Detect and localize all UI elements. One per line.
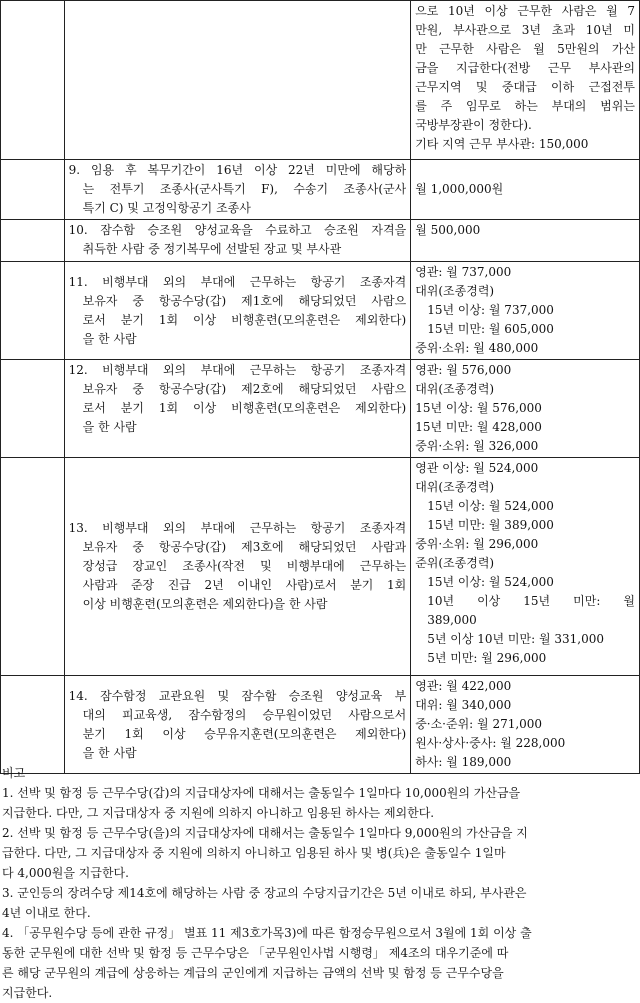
item-line: 10. 잠수함 승조원 양성교육을 수료하고 승조원 자격을 [68,223,407,237]
item-line: 대의 피교육생, 잠수함정의 승무원이었던 사람으로서 [82,707,407,722]
value-line: 15년 이상: 월 737,000 [427,303,554,317]
item-line: 을 한 사람 [82,331,137,346]
item-line: 12. 비행부대 외의 부대에 근무하는 항공기 조종자격 [68,363,407,377]
value-line: 준위(조종경력) [415,556,495,570]
note-line: 른 해당 군무원의 계급에 상응하는 계급의 군인에게 지급하는 금액의 선박 및 함정 등 근무수당을 [2,966,504,980]
value-line: 영관: 월 576,000 [415,363,512,377]
value-line: 만원, 부사관으로 3년 초과 10년 미 [415,23,635,37]
blank-cell [1,160,65,220]
note-line: 지급한다. 다만, 그 지급대상자 중 지원에 의하지 아니하고 임용된 하사는 제외한다. [2,806,435,820]
value-line: 15년 이상: 월 524,000 [427,575,554,589]
table-row [1,160,640,220]
value-line: 5년 이상 10년 미만: 월 331,000 [427,632,604,646]
item-cell [64,676,411,774]
item-line: 로서 분기 1회 이상 비행훈련(모의훈련은 제외한다) [82,401,407,415]
value-line: 대위(조종경력) [415,480,495,494]
item-line: 11. 비행부대 외의 부대에 근무하는 항공기 조종자격 [68,274,407,289]
value-line: 를 주 임무로 하는 부대의 범위는 [415,99,635,113]
item-line: 보유자 중 항공수당(갑) 제2호에 해당되었던 사람으 [82,382,407,396]
value-line: 기타 지역 근무 부사관: 150,000 [415,137,589,151]
notes-heading: 비고 [2,766,26,780]
value-line: 대위(조종경력) [415,382,495,396]
value-line: 15년 미만: 월 605,000 [427,322,554,336]
item-cell [64,458,411,676]
note-line: 지급한다. [2,986,53,1000]
notes-section [2,763,638,1003]
value-cell [411,458,640,676]
note-line: 급한다. 다만, 그 지급대상자 중 지원에 의하지 아니하고 임용된 하사 및 병(兵)은 출동일수 1일마 [2,846,506,860]
value-line: 금을 지급한다(전방 근무 부사관의 [415,61,635,75]
value-line: 월 1,000,000원 [415,182,504,196]
value-line: 중위·소위: 월 480,000 [415,341,539,355]
value-line: 으로 10년 이상 근무한 사람은 월 7 [415,4,635,18]
value-cell [411,360,640,458]
blank-cell [1,360,65,458]
value-line: 국방부장관이 정한다). [415,118,532,132]
value-line: 389,000 [427,613,477,627]
note-line: 동한 군무원에 대한 선박 및 함정 등 근무수당은 「군무원인사법 시행령」 제4조의 대우기준에 따 [2,946,509,960]
item-line: 사람과 준장 진급 2년 이내인 사람)로서 분기 1회 [82,578,407,592]
note-line: 3. 군인등의 장려수당 제14호에 해당하는 사람 중 장교의 수당지급기간은 5년 이내로 하되, 부사관은 [2,886,527,900]
item-line: 보유자 중 항공수당(갑) 제1호에 해당되었던 사람으 [82,293,407,308]
item-line: 을 한 사람 [82,420,137,434]
note-line: 1. 선박 및 함정 등 근무수당(갑)의 지급대상자에 대해서는 출동일수 1일마다 10,000원의 가산금을 [2,786,521,800]
value-line: 중·소·준위: 월 271,000 [415,717,543,731]
table-row [1,1,640,160]
table-row [1,220,640,262]
item-line: 9. 임용 후 복무기간이 16년 이상 22년 미만에 해당하 [68,163,407,177]
item-line: 분기 1회 이상 승무유지훈련(모의훈련은 제외한다) [82,726,407,741]
blank-cell [1,676,65,774]
value-line: 만 근무한 사람은 월 5만원의 가산 [415,42,635,56]
table-row [1,458,640,676]
value-line: 5년 미만: 월 296,000 [427,651,547,665]
value-line: 원사·상사·중사: 월 228,000 [415,736,566,750]
value-cell [411,1,640,160]
item-line: 로서 분기 1회 이상 비행훈련(모의훈련은 제외한다) [82,312,407,327]
value-line: 15년 이상: 월 576,000 [415,401,542,415]
item-line: 특기 C) 및 고정익항공기 조종사 [82,201,251,215]
item-cell [64,220,411,262]
note-line: 2. 선박 및 함정 등 근무수당(을)의 지급대상자에 대해서는 출동일수 1일마다 9,000원의 가산금을 지 [2,826,528,840]
table-row [1,262,640,360]
item-line: 장성급 장교인 조종사(작전 및 비행부대에 근무하는 [82,559,407,573]
note-line: 4. 「공무원수당 등에 관한 규정」 별표 11 제3호가목3)에 따른 함정승무원으로서 3월에 1회 이상 출 [2,926,532,940]
value-line: 대위(조종경력) [415,284,495,298]
value-line: 영관 이상: 월 524,000 [415,461,539,475]
value-line: 영관: 월 737,000 [415,265,512,279]
value-line: 대위: 월 340,000 [415,698,512,712]
value-cell [411,262,640,360]
item-line: 을 한 사람 [82,745,137,760]
table-row [1,676,640,774]
value-line: 15년 미만: 월 428,000 [415,420,542,434]
note-line: 4년 이내로 한다. [2,906,91,920]
value-line: 근무지역 및 중대급 이하 근접전투 [415,80,635,94]
value-line: 중위·소위: 월 326,000 [415,439,539,453]
blank-cell [1,220,65,262]
item-line: 13. 비행부대 외의 부대에 근무하는 항공기 조종자격 [68,521,407,535]
blank-cell [1,1,65,160]
value-line: 영관: 월 422,000 [415,679,512,693]
item-line: 는 전투기 조종사(군사특기 F), 수송기 조종사(군사 [82,182,407,196]
value-cell [411,220,640,262]
item-line: 14. 잠수함정 교관요원 및 잠수함 승조원 양성교육 부 [68,688,407,703]
value-line: 월 500,000 [415,223,481,237]
item-cell [64,262,411,360]
item-cell [64,360,411,458]
item-line: 이상 비행훈련(모의훈련은 제외한다)을 한 사람 [82,597,328,611]
value-line: 중위·소위: 월 296,000 [415,537,539,551]
value-cell [411,160,640,220]
blank-cell [1,262,65,360]
item-line: 취득한 사람 중 정기복무에 선발된 장교 및 부사관 [82,242,342,256]
item-cell [64,1,411,160]
item-cell [64,160,411,220]
value-cell [411,676,640,774]
item-line: 보유자 중 항공수당(갑) 제3호에 해당되었던 사람과 [82,540,407,554]
value-line: 15년 미만: 월 389,000 [427,518,554,532]
value-line: 15년 이상: 월 524,000 [427,499,554,513]
table-row [1,360,640,458]
value-line: 10년 이상 15년 미만: 월 [427,594,635,608]
blank-cell [1,458,65,676]
value-line: 하사: 월 189,000 [415,755,512,769]
note-line: 다 4,000원을 지급한다. [2,866,129,880]
